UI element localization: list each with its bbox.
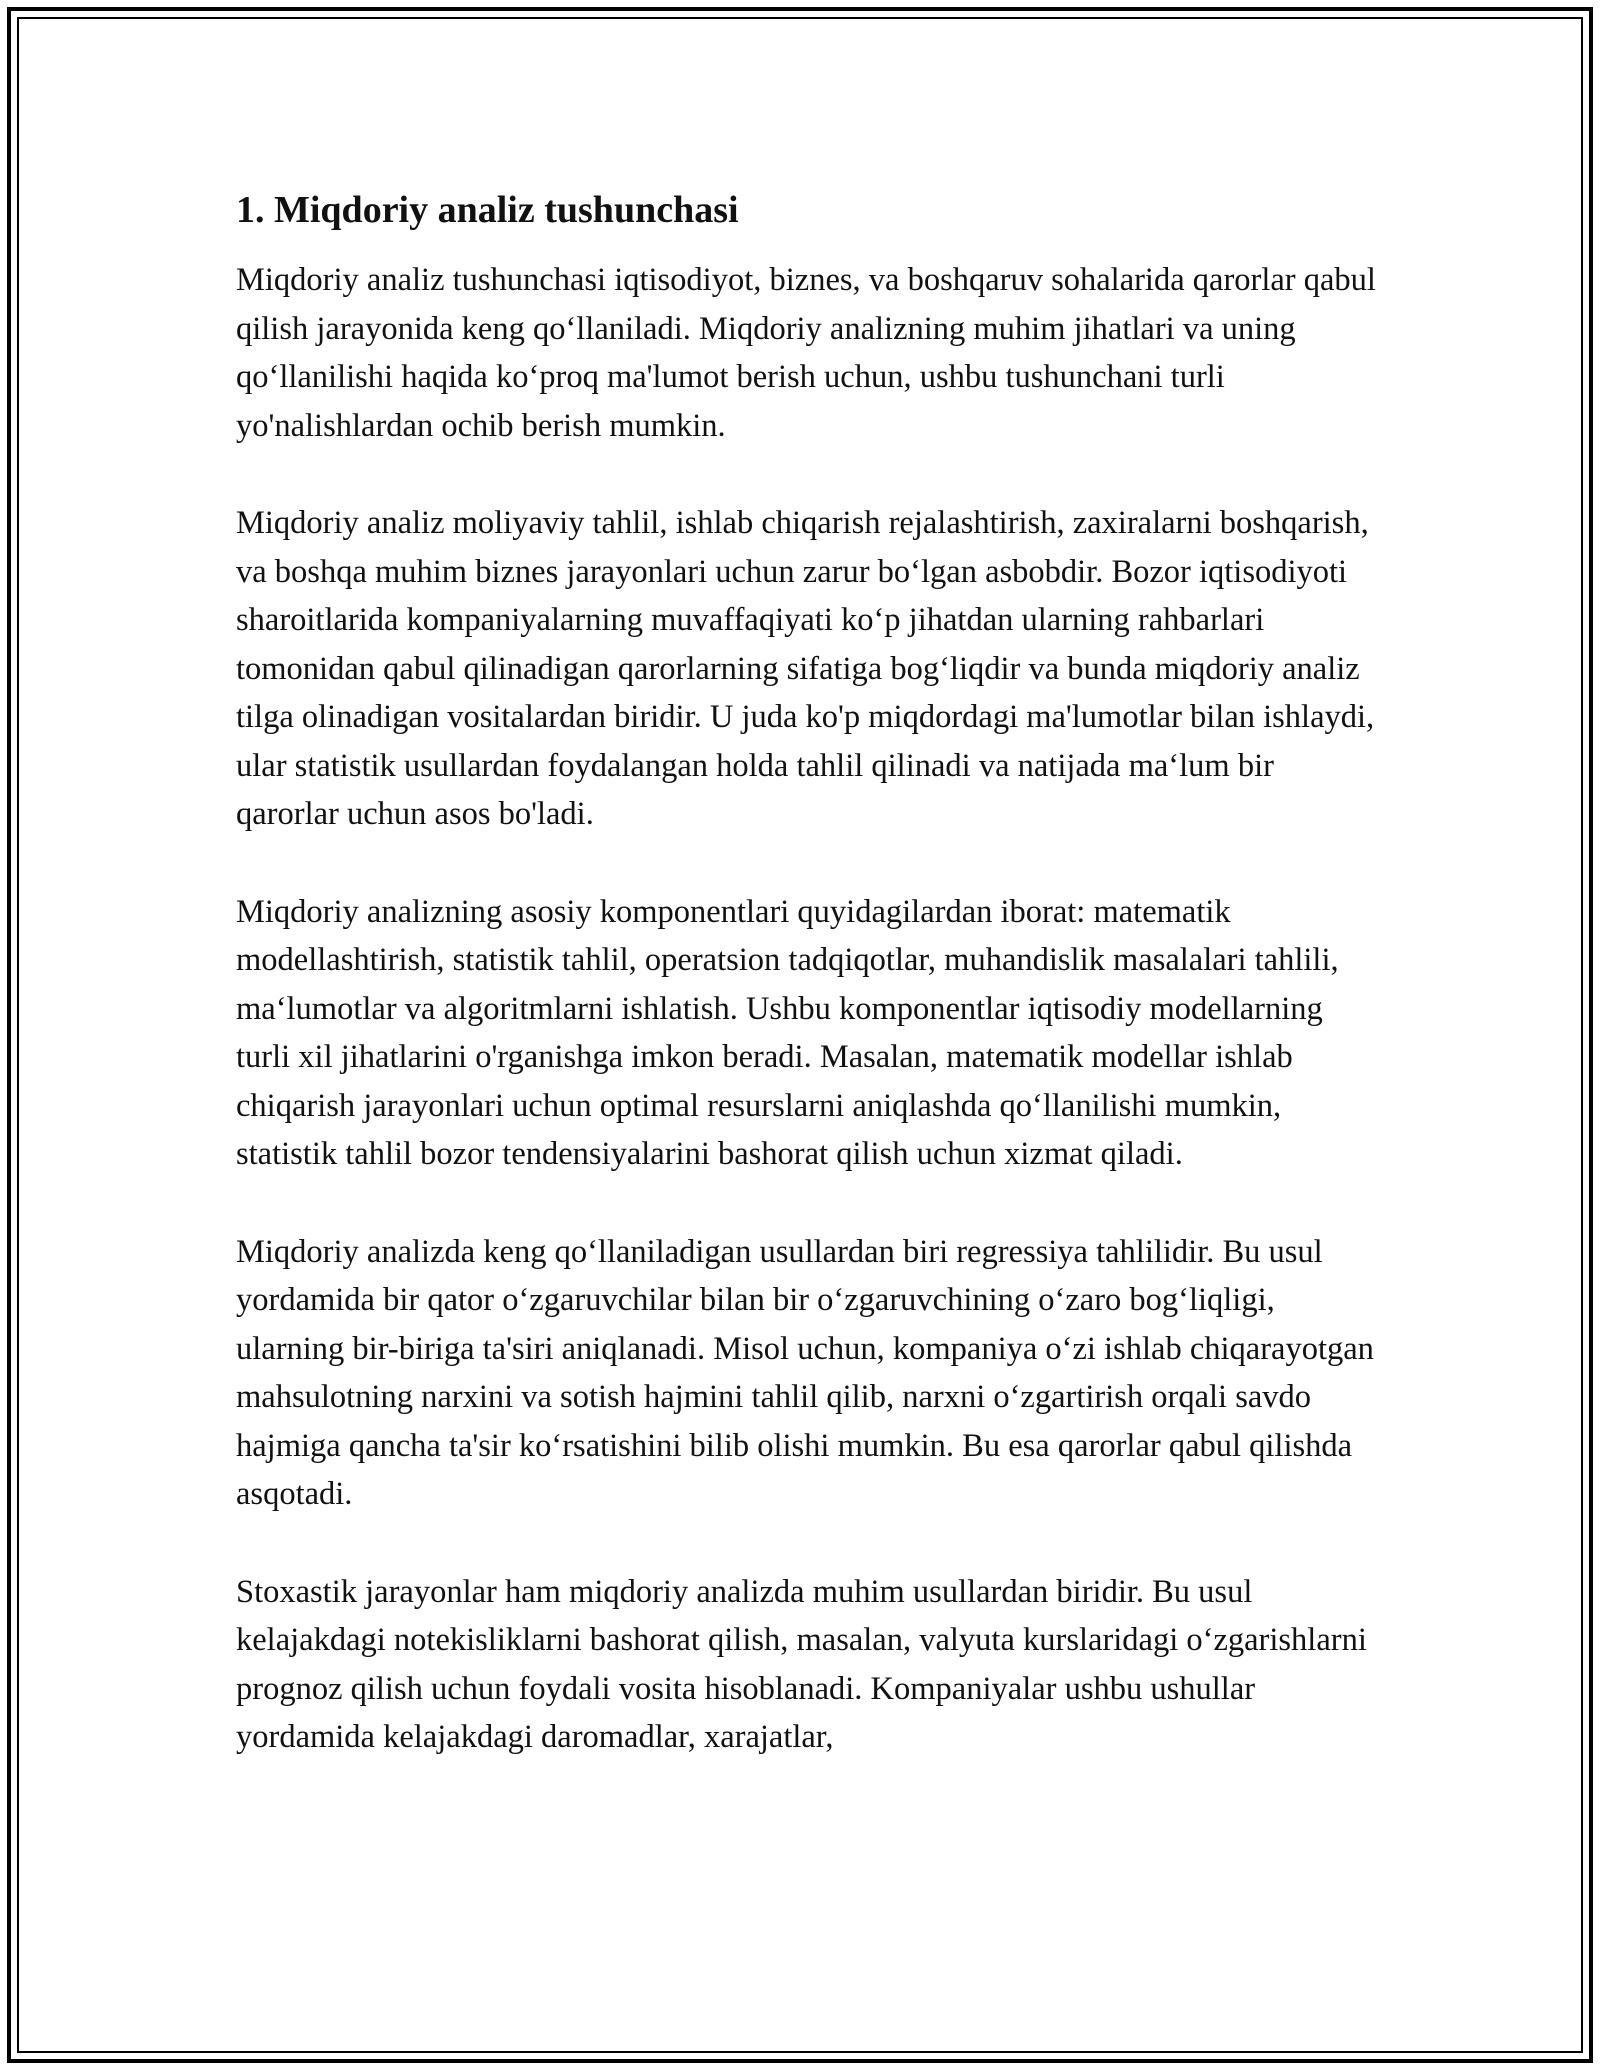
section-heading: 1. Miqdoriy analiz tushunchasi [236,189,739,231]
paragraph-3: Miqdoriy analizning asosiy komponentlari quyidagilardan iborat: matematik modellashtirish, statistik tahlil, operatsion tadqiqotlar, muhandislik masalalari tahlili, maʻlumotlar va algoritmlarni ishlatish. Ushbu komponentlar iqtisodiy modellarning turli xil jihatlarini o'rganishga imkon beradi. Masalan, matematik modellar ishlab chiqarish jarayonlari uchun optimal resurslarni aniqlashda qoʻllanilishi mumkin, statistik tahlil bozor tendensiyalarini bashorat qilish uchun xizmat qiladi. [236,893,1339,1172]
paragraph-4: Miqdoriy analizda keng qoʻllaniladigan usullardan biri regressiya tahlilidir. Bu usul yordamida bir qator oʻzgaruvchilar bilan bir oʻzgaruvchining oʻzaro bogʻliqligi, ularning bir-biriga ta'siri aniqlanadi. Misol uchun, kompaniya oʻzi ishlab chiqarayotgan mahsulotning narxini va sotish hajmini tahlil qilib, narxni oʻzgartirish orqali savdo hajmiga qancha ta'sir koʻrsatishini bilib olishi mumkin. Bu esa qarorlar qabul qilishda asqotadi. [236,1233,1374,1512]
paragraph-1: Miqdoriy analiz tushunchasi iqtisodiyot, biznes, va boshqaruv sohalarida qarorlar qabul qilish jarayonida keng qoʻllaniladi. Miqdoriy analizning muhim jihatlari va uning qoʻllanilishi haqida koʻproq ma'lumot berish uchun, ushbu tushunchani turli yo'nalishlardan ochib berish mumkin. [236,262,1376,444]
document-body [236,186,1376,1811]
paragraph-2: Miqdoriy analiz moliyaviy tahlil, ishlab chiqarish rejalashtirish, zaxiralarni boshqarish, va boshqa muhim biznes jarayonlari uchun zarur boʻlgan asbobdir. Bozor iqtisodiyoti sharoitlarida kompaniyalarning muvaffaqiyati koʻp jihatdan ularning rahbarlari tomonidan qabul qilinadigan qarorlarning sifatiga bogʻliqdir va bunda miqdoriy analiz tilga olinadigan vositalardan biridir. U juda ko'p miqdordagi ma'lumotlar bilan ishlaydi, ular statistik usullardan foydalangan holda tahlil qilinadi va natijada maʻlum bir qarorlar uchun asos bo'ladi. [236,505,1375,832]
paragraph-5: Stoxastik jarayonlar ham miqdoriy analizda muhim usullardan biridir. Bu usul kelajakdagi notekisliklarni bashorat qilish, masalan, valyuta kurslaridagi oʻzgarishlarni prognoz qilish uchun foydali vosita hisoblanadi. Kompaniyalar ushbu ushullar yordamida kelajakdagi daromadlar, xarajatlar, [236,1573,1367,1755]
